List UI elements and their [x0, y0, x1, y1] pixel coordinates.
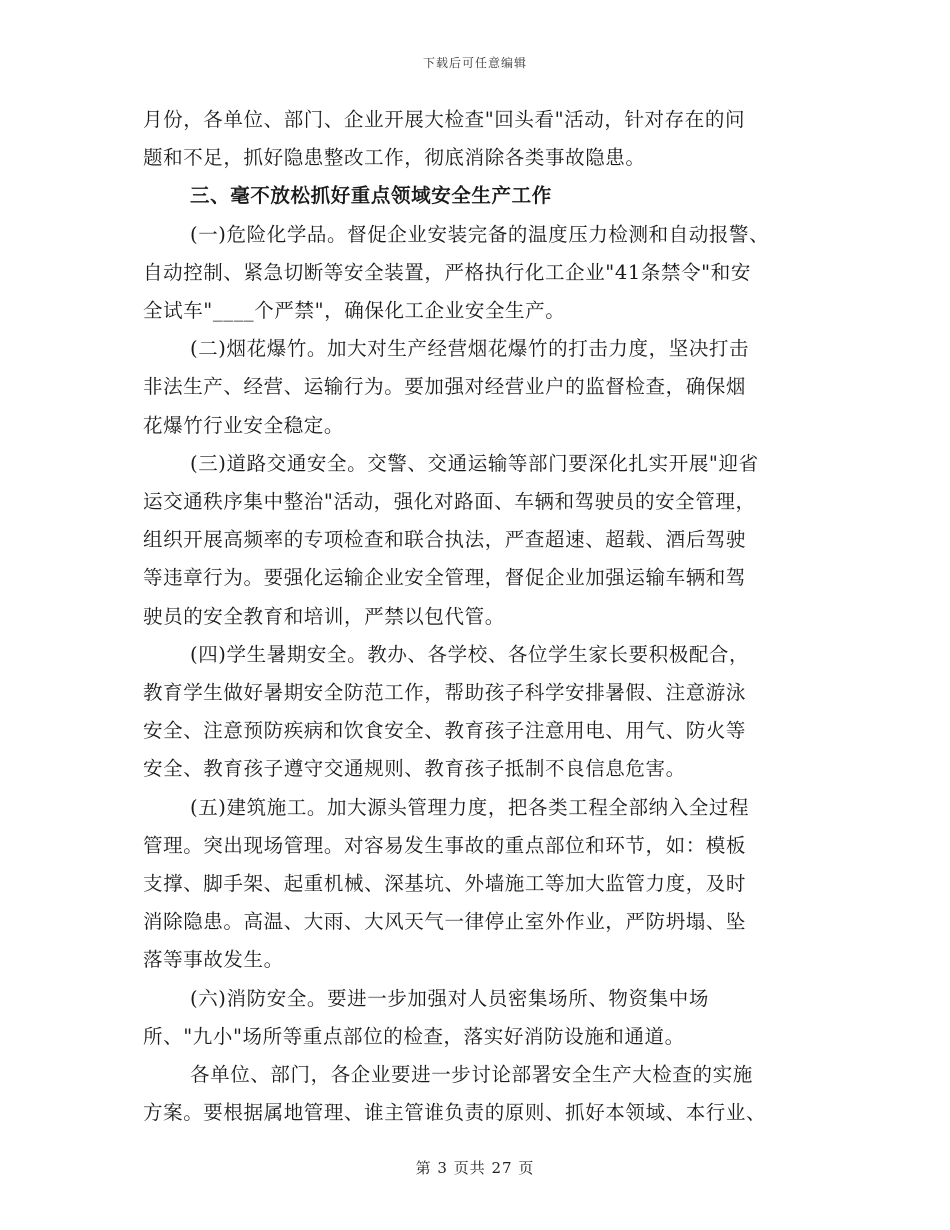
- text-line: (四)学生暑期安全。教办、各学校、各位学生家长要积极配合，: [190, 642, 750, 666]
- text-line: 组织开展高频率的专项检查和联合执法，严查超速、超载、酒后驾驶: [143, 528, 747, 552]
- text-line: 全试车"____个严禁"，确保化工企业安全生产。: [143, 299, 566, 323]
- text-line: 落等事故发生。: [143, 948, 284, 972]
- paragraph-fireworks: [143, 330, 811, 445]
- page-header-note: 下载后可任意编辑: [422, 56, 527, 70]
- text-line: 安全、教育孩子遵守交通规则、教育孩子抵制不良信息危害。: [143, 757, 686, 781]
- text-line: 教育学生做好暑期安全防范工作，帮助孩子科学安排暑假、注意游泳: [143, 681, 747, 705]
- paragraph-student-summer: [143, 636, 811, 789]
- text-line: 安全、注意预防疾病和饮食安全、教育孩子注意用电、用气、防火等: [143, 719, 747, 743]
- text-line: 等违章行为。要强化运输企业安全管理，督促企业加强运输车辆和驾: [143, 566, 747, 590]
- paragraph-closing: [143, 1056, 811, 1132]
- text-line: 题和不足，抓好隐患整改工作，彻底消除各类事故隐患。: [143, 146, 646, 170]
- text-line: (二)烟花爆竹。加大对生产经营烟花爆竹的打击力度，坚决打击: [190, 337, 750, 361]
- text-line: (五)建筑施工。加大源头管理力度，把各类工程全部纳入全过程: [190, 795, 750, 819]
- page-number: 第 3 页共 27 页: [415, 1159, 535, 1177]
- text-line: (三)道路交通安全。交警、交通运输等部门要深化扎实开展"迎省: [190, 451, 759, 475]
- text-line: 各单位、部门，各企业要进一步讨论部署安全生产大检查的实施: [190, 1063, 753, 1087]
- text-line: 花爆竹行业安全稳定。: [143, 413, 345, 437]
- text-line: 非法生产、经营、运输行为。要加强对经营业户的监督检查，确保烟: [143, 375, 747, 399]
- paragraph-road-traffic: [143, 445, 811, 636]
- text-line: 月份，各单位、部门、企业开展大检查"回头看"活动，针对存在的问: [143, 108, 746, 131]
- text-line: (六)消防安全。要进一步加强对人员密集场所、物资集中场: [190, 986, 709, 1010]
- text-line: 支撑、脚手架、起重机械、深基坑、外墙施工等加大监管力度，及时: [143, 872, 747, 896]
- text-line: 管理。突出现场管理。对容易发生事故的重点部位和环节，如：模板: [143, 833, 747, 857]
- section-heading: 三、毫不放松抓好重点领域安全生产工作: [190, 184, 552, 208]
- text-line: 自动控制、紧急切断等安全装置，严格执行化工企业"41条禁令"和安: [143, 260, 751, 284]
- text-line: 方案。要根据属地管理、谁主管谁负责的原则、抓好本领域、本行业、: [143, 1101, 767, 1125]
- text-line: 所、"九小"场所等重点部位的检查，落实好消防设施和通道。: [143, 1024, 685, 1048]
- paragraph-construction: [143, 789, 811, 980]
- paragraph-hazardous-chemicals: [143, 216, 811, 331]
- paragraph-intro: [143, 101, 811, 177]
- text-line: (一)危险化学品。督促企业安装完备的温度压力检测和自动报警、: [190, 222, 770, 246]
- paragraph-fire-safety: [143, 980, 811, 1056]
- document-body: [143, 101, 811, 1132]
- text-line: 驶员的安全教育和培训，严禁以包代管。: [143, 604, 505, 628]
- text-line: 运交通秩序集中整治"活动，强化对路面、车辆和驾驶员的安全管理，: [143, 490, 756, 514]
- text-line: 消除隐患。高温、大雨、大风天气一律停止室外作业，严防坍塌、坠: [143, 910, 747, 934]
